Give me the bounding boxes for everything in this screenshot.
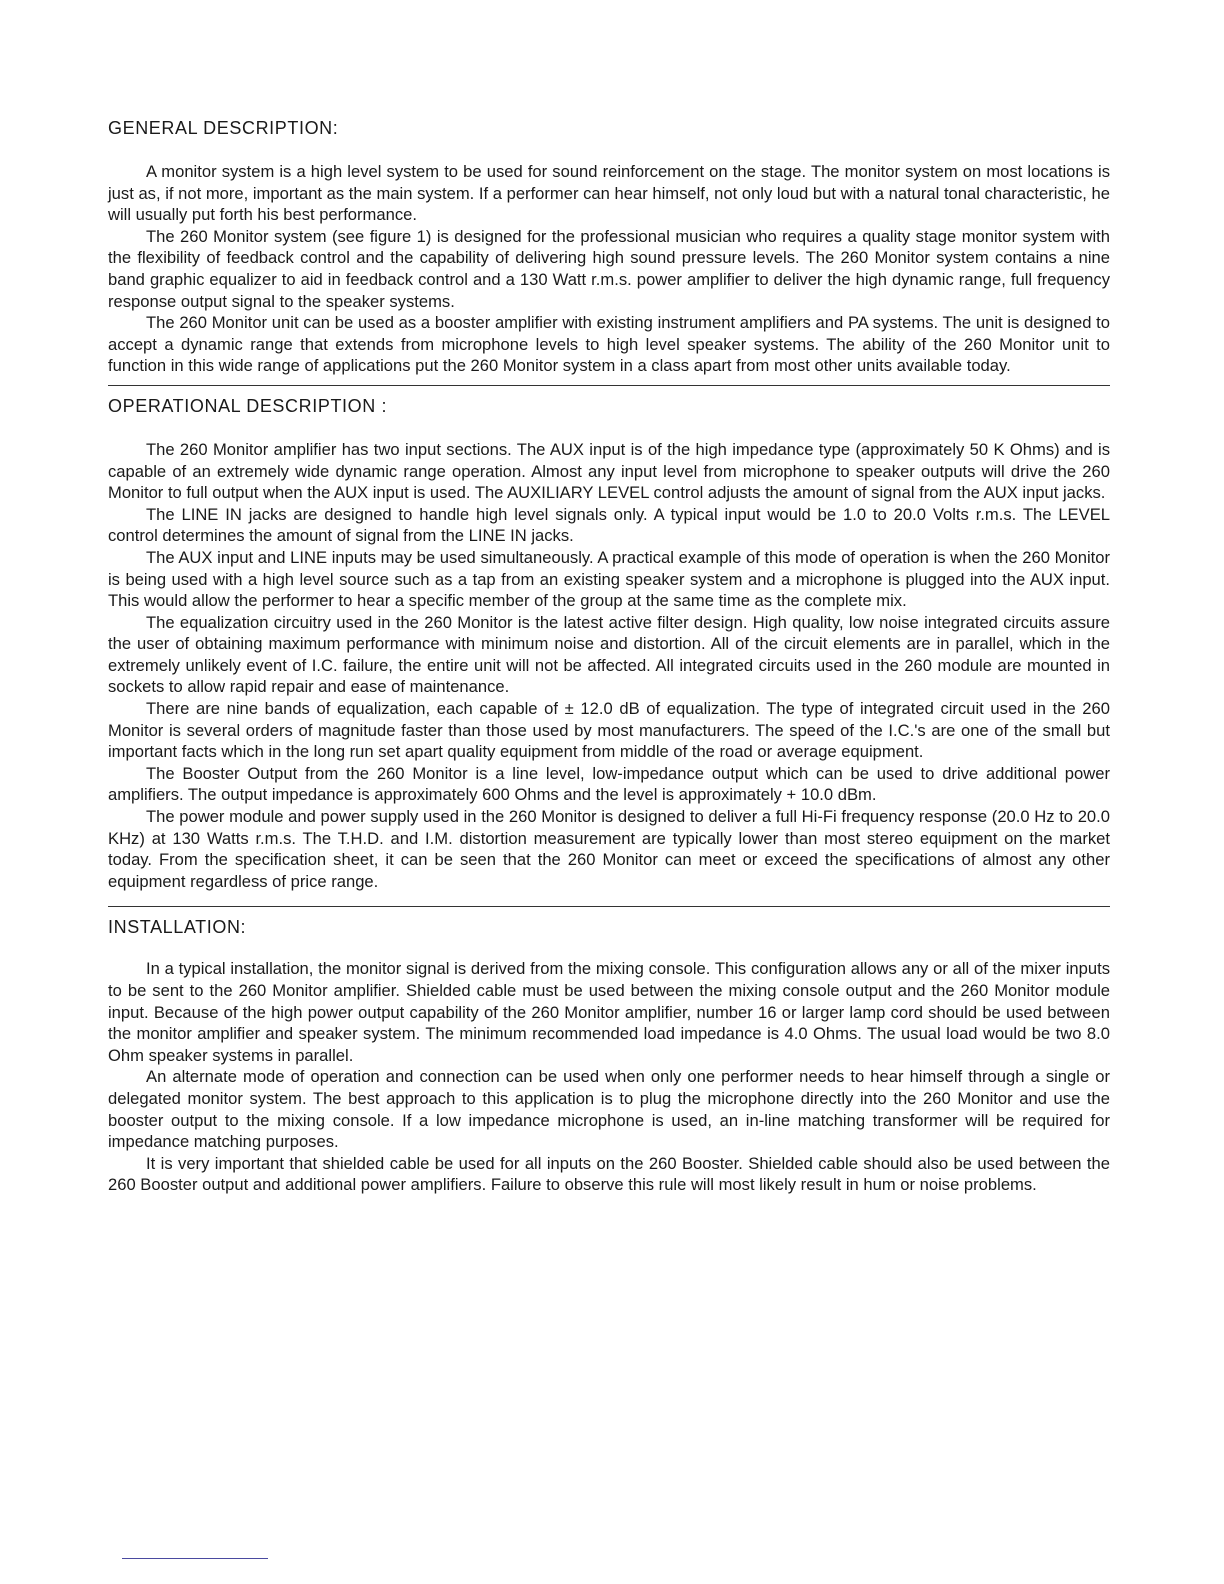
paragraph: The equalization circuitry used in the 260 Monitor is the latest active filter design. High quality, low noise integrated circuits assure the user of obtaining maximum performance with minimum noise and distortion. All of the circuit elements are in parallel, which in the extremely unlikely event of I.C. failure, the entire unit will not be affected. All integrated circuits used in the 260 module are mounted in sockets to allow rapid repair and ease of maintenance. (108, 612, 1110, 697)
section-heading-general: GENERAL DESCRIPTION: (108, 118, 339, 138)
section-general-description (108, 118, 1110, 377)
document-page (108, 118, 1110, 1196)
section-heading-operational: OPERATIONAL DESCRIPTION : (108, 395, 388, 416)
paragraph: It is very important that shielded cable be used for all inputs on the 260 Booster. Shielded cable should also be used between the 260 Booster output and additional power amplifiers. Failure to observe this rule will most likely result in hum or noise problems. (108, 1153, 1110, 1195)
paragraph: The 260 Monitor amplifier has two input sections. The AUX input is of the high impedance type (approximately 50 K Ohms) and is capable of an extremely wide dynamic range operation. Almost any input level from microphone to speaker outputs will drive the 260 Monitor to full output when the AUX input is used. The AUXILIARY LEVEL control adjusts the amount of signal from the AUX input jacks. (108, 439, 1110, 503)
paragraph: The Booster Output from the 260 Monitor is a line level, low-impedance output which can be used to drive additional power amplifiers. The output impedance is approximately 600 Ohms and the level is approximately + 10.0 dBm. (108, 763, 1110, 805)
section-operational-description (108, 396, 1110, 892)
paragraph: An alternate mode of operation and connection can be used when only one performer needs to hear himself through a single or delegated monitor system. The best approach to this application is to plug the microphone directly into the 260 Monitor and use the booster output to the mixing console. If a low impedance microphone is used, an in-line matching transformer will be required for impedance matching purposes. (108, 1067, 1110, 1152)
footnote-rule (122, 1558, 268, 1559)
paragraph: A monitor system is a high level system to be used for sound reinforcement on the stage. The monitor system on most locations is just as, if not more, important as the main system. If a performer can hear himself, not only loud but with a natural tonal characteristic, he will usually put forth his best performance. (108, 162, 1110, 225)
paragraph: There are nine bands of equalization, each capable of ± 12.0 dB of equalization. The type of integrated circuit used in the 260 Monitor is several orders of magnitude faster than those used by most manufacturers. The speed of the I.C.'s are one of the small but important facts which in the long run set apart quality equipment from middle of the road or average equipment. (108, 699, 1110, 762)
paragraph: The LINE IN jacks are designed to handle high level signals only. A typical input would be 1.0 to 20.0 Volts r.m.s. The LEVEL control determines the amount of signal from the LINE IN jacks. (108, 504, 1110, 546)
paragraph: The AUX input and LINE inputs may be used simultaneously. A practical example of this mode of operation is when the 260 Monitor is being used with a high level source such as a tap from an existing speaker system and a microphone is plugged into the AUX input. This would allow the performer to hear a specific member of the group at the same time as the complete mix. (108, 547, 1110, 611)
paragraph: In a typical installation, the monitor signal is derived from the mixing console. This configuration allows any or all of the mixer inputs to be sent to the 260 Monitor amplifier. Shielded cable must be used between the mixing console output and the 260 Monitor module input. Because of the high power output capability of the 260 Monitor amplifier, number 16 or larger lamp cord should be used between the monitor amplifier and speaker system. The minimum recommended load impedance is 4.0 Ohms. The usual load would be two 8.0 Ohm speaker systems in parallel. (108, 959, 1110, 1065)
paragraph: The power module and power supply used in the 260 Monitor is designed to deliver a full Hi-Fi frequency response (20.0 Hz to 20.0 KHz) at 130 Watts r.m.s. The T.H.D. and I.M. distortion measurement are typically lower than most stereo equipment on the market today. From the specification sheet, it can be seen that the 260 Monitor can meet or exceed the specifications of almost any other equipment regardless of price range. (108, 807, 1110, 891)
section-divider (108, 385, 1110, 386)
paragraph: The 260 Monitor unit can be used as a booster amplifier with existing instrument amplifiers and PA systems. The unit is designed to accept a dynamic range that extends from microphone levels to high level speaker systems. The ability of the 260 Monitor unit to function in this wide range of applications put the 260 Monitor system in a class apart from most other units available today. (108, 313, 1110, 376)
section-installation (108, 917, 1110, 1196)
paragraph: The 260 Monitor system (see figure 1) is designed for the professional musician who requires a quality stage monitor system with the flexibility of feedback control and the capability of delivering high sound pressure levels. The 260 Monitor system contains a nine band graphic equalizer to aid in feedback control and a 130 Watt r.m.s. power amplifier to deliver the high dynamic range, full frequency response output signal to the speaker systems. (108, 226, 1110, 311)
section-divider (108, 906, 1110, 907)
section-heading-installation: INSTALLATION: (108, 917, 247, 938)
